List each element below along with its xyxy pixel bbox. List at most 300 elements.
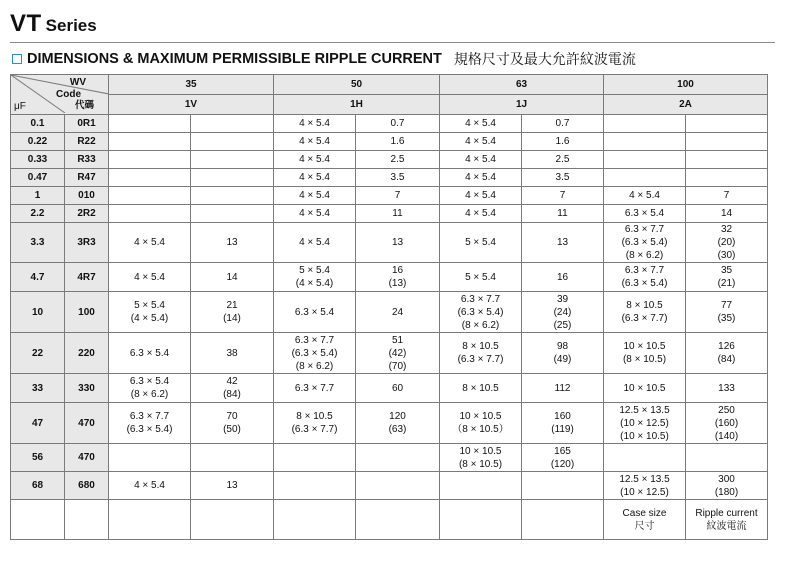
ripple-current-value: 3.5	[390, 172, 405, 183]
case-size-value: 6.3 × 7.7	[129, 411, 170, 422]
section-heading	[12, 49, 636, 69]
ripple-current-cell	[686, 151, 768, 169]
ripple-current-cell	[522, 223, 604, 263]
table-row	[11, 472, 768, 500]
case-size-value: (8 × 6.2)	[130, 389, 169, 400]
capacitance-cell: 56	[11, 444, 65, 472]
capacitance-cell: 68	[11, 472, 65, 500]
ripple-current-value: 112	[554, 382, 571, 394]
ripple-current-cell	[522, 444, 604, 472]
legend-case-size-en: Case size	[622, 507, 667, 519]
case-size-value: 4 × 5.4	[134, 480, 165, 491]
table-row	[11, 374, 768, 403]
capacitance-code-cell: 220	[65, 333, 109, 374]
case-size-value: 4 × 5.4	[134, 271, 165, 283]
ripple-current-cell	[522, 115, 604, 133]
case-size-value: 4 × 5.4	[299, 136, 330, 147]
ripple-current-cell	[191, 223, 274, 263]
ripple-current-cell	[522, 187, 604, 205]
ripple-current-cell	[191, 292, 274, 333]
table-row	[11, 151, 768, 169]
ripple-current-cell	[522, 333, 604, 374]
legend-empty-cell	[356, 500, 440, 540]
case-size-cell	[109, 115, 191, 133]
case-size-cell	[440, 169, 522, 187]
case-size-cell	[274, 187, 356, 205]
case-size-value: 4 × 5.4	[299, 172, 330, 183]
case-size-cell	[109, 444, 191, 472]
ripple-current-cell	[686, 169, 768, 187]
case-size-cell	[440, 472, 522, 500]
table-corner-header	[11, 75, 109, 115]
legend-empty-cell	[440, 500, 522, 540]
ripple-current-value: (50)	[223, 424, 241, 435]
ripple-current-value: 60	[391, 382, 404, 394]
case-size-value: (6.3 × 7.7)	[457, 354, 504, 365]
ripple-current-cell	[686, 403, 768, 444]
ripple-current-value: 3.5	[555, 172, 570, 183]
capacitance-code-cell: 0R1	[65, 115, 109, 133]
table-row	[11, 187, 768, 205]
case-size-cell	[274, 205, 356, 223]
voltage-code-1h: 1H	[274, 95, 440, 115]
legend-ripple-current-zh: 紋波電流	[706, 520, 747, 532]
case-size-value: 6.3 × 5.4	[129, 347, 170, 359]
ripple-current-value: 11	[392, 208, 403, 219]
case-size-value: (8 × 6.2)	[461, 319, 500, 331]
case-size-value: 4 × 5.4	[465, 154, 496, 165]
case-size-cell	[440, 187, 522, 205]
ripple-current-cell	[686, 444, 768, 472]
ripple-current-cell	[191, 133, 274, 151]
case-size-cell	[604, 151, 686, 169]
ripple-current-cell	[686, 333, 768, 374]
case-size-cell	[274, 115, 356, 133]
ripple-current-cell	[356, 223, 440, 263]
ripple-current-value: 13	[226, 480, 238, 491]
case-size-value: (6.3 × 5.4)	[457, 306, 504, 318]
ripple-current-cell	[686, 472, 768, 500]
case-size-value: 10 × 10.5	[459, 411, 502, 422]
ripple-current-value: 14	[720, 208, 733, 219]
table-row	[11, 115, 768, 133]
capacitance-code-cell: 680	[65, 472, 109, 500]
case-size-value: 8 × 10.5	[462, 382, 499, 394]
ripple-current-value: 98	[556, 341, 569, 352]
series-name: VT	[10, 10, 42, 37]
table-row	[11, 133, 768, 151]
case-size-cell	[109, 133, 191, 151]
ripple-current-value: 77	[720, 300, 733, 311]
case-size-value: (10 × 12.5)	[620, 486, 669, 498]
ripple-current-value: 70	[226, 411, 238, 422]
ripple-current-value: 0.7	[555, 118, 570, 129]
case-size-value: （8 × 10.5）	[452, 424, 509, 435]
ripple-current-cell	[191, 472, 274, 500]
ripple-current-value: (21)	[717, 278, 736, 289]
case-size-value: 12.5 × 13.5	[619, 404, 670, 416]
ripple-current-cell	[686, 292, 768, 333]
ripple-current-value: 0.7	[390, 118, 405, 129]
capacitance-cell: 22	[11, 333, 65, 374]
ripple-current-cell	[356, 115, 440, 133]
ripple-current-value: 39	[556, 293, 569, 305]
case-size-cell	[440, 444, 522, 472]
case-size-value: 6.3 × 7.7	[624, 265, 665, 276]
case-size-value: 4 × 5.4	[299, 154, 330, 165]
ripple-current-value: 24	[391, 306, 404, 318]
ripple-current-value: 42	[226, 376, 238, 387]
case-size-cell	[440, 115, 522, 133]
case-size-cell	[274, 403, 356, 444]
case-size-cell	[604, 292, 686, 333]
table-row	[11, 223, 768, 263]
capacitance-code-cell: R47	[65, 169, 109, 187]
square-bullet-icon	[12, 54, 22, 64]
ripple-current-value: 120	[389, 411, 406, 422]
legend-empty-cell	[522, 500, 604, 540]
case-size-value: 4 × 5.4	[465, 208, 496, 219]
table-row	[11, 263, 768, 292]
case-size-cell	[604, 205, 686, 223]
ripple-current-value: 2.5	[555, 154, 570, 165]
ripple-current-cell	[522, 133, 604, 151]
ripple-current-value: (84)	[717, 354, 736, 365]
voltage-code-2a: 2A	[604, 95, 768, 115]
case-size-cell	[274, 169, 356, 187]
ripple-current-value: (119)	[551, 424, 574, 435]
legend-ripple-current-en: Ripple current	[695, 507, 758, 519]
case-size-value: 8 × 10.5	[296, 411, 333, 422]
ripple-current-value: 165	[554, 445, 571, 457]
ripple-current-value: 51	[391, 334, 404, 346]
case-size-value: 4 × 5.4	[134, 237, 165, 248]
ripple-current-value: (84)	[223, 389, 241, 400]
case-size-cell	[440, 223, 522, 263]
capacitance-cell: 33	[11, 374, 65, 403]
case-size-value: (6.3 × 5.4)	[291, 347, 338, 359]
case-size-value: 5 × 5.4	[465, 271, 496, 283]
ripple-current-value: (13)	[388, 278, 407, 289]
case-size-value: 4 × 5.4	[465, 118, 496, 129]
ripple-current-value: 14	[226, 271, 238, 283]
capacitance-code-cell: 330	[65, 374, 109, 403]
capacitance-code-cell: 4R7	[65, 263, 109, 292]
table-row	[11, 333, 768, 374]
case-size-value: (10 × 12.5)	[620, 417, 669, 429]
spec-table	[10, 74, 768, 540]
section-heading-en: DIMENSIONS & MAXIMUM PERMISSIBLE RIPPLE CURRENT	[27, 51, 442, 67]
wv-label: WV	[69, 77, 86, 88]
case-size-value: 4 × 5.4	[465, 190, 496, 201]
case-size-cell	[604, 169, 686, 187]
ripple-current-cell	[356, 292, 440, 333]
ripple-current-value: (14)	[223, 313, 241, 324]
ripple-current-value: 13	[226, 237, 238, 248]
case-size-value: 10 × 10.5	[623, 341, 666, 352]
case-size-cell	[604, 187, 686, 205]
case-size-cell	[440, 263, 522, 292]
case-size-value: 6.3 × 7.7	[294, 334, 335, 346]
capacitance-cell: 0.33	[11, 151, 65, 169]
code-label: Code	[56, 89, 81, 100]
capacitance-cell: 4.7	[11, 263, 65, 292]
case-size-value: 5 × 5.4	[134, 300, 165, 311]
legend-empty-cell	[109, 500, 191, 540]
series-suffix: Series	[45, 16, 97, 35]
section-heading-zh: 規格尺寸及最大允許紋波電流	[453, 52, 636, 68]
ripple-current-cell	[191, 115, 274, 133]
ripple-current-cell	[686, 374, 768, 403]
legend-case-size	[604, 500, 686, 540]
case-size-cell	[109, 169, 191, 187]
case-size-cell	[274, 292, 356, 333]
capacitance-cell: 1	[11, 187, 65, 205]
ripple-current-cell	[686, 115, 768, 133]
case-size-cell	[109, 223, 191, 263]
ripple-current-value: (160)	[714, 417, 739, 429]
capacitance-cell: 2.2	[11, 205, 65, 223]
case-size-cell	[440, 133, 522, 151]
voltage-header-100: 100	[604, 75, 768, 95]
ripple-current-cell	[686, 133, 768, 151]
case-size-cell	[440, 151, 522, 169]
ripple-current-value: 21	[226, 300, 238, 311]
case-size-value: 6.3 × 7.7	[294, 382, 335, 394]
case-size-cell	[109, 333, 191, 374]
case-size-value: (6.3 × 5.4)	[126, 424, 173, 435]
ripple-current-value: 13	[556, 237, 569, 248]
ripple-current-value: 250	[718, 404, 735, 416]
voltage-code-1j: 1J	[440, 95, 604, 115]
ripple-current-cell	[356, 133, 440, 151]
capacitance-code-cell: 470	[65, 403, 109, 444]
case-size-value: 6.3 × 5.4	[294, 306, 335, 318]
ripple-current-value: 126	[718, 341, 735, 352]
legend-empty-cell	[65, 500, 109, 540]
ripple-current-value: (25)	[553, 319, 572, 331]
ripple-current-cell	[356, 169, 440, 187]
ripple-current-value: 32	[720, 224, 733, 235]
capacitance-code-cell: 100	[65, 292, 109, 333]
legend-empty-cell	[274, 500, 356, 540]
case-size-value: 4 × 5.4	[299, 208, 330, 219]
case-size-cell	[604, 374, 686, 403]
ripple-current-cell	[356, 472, 440, 500]
case-size-value: (6.3 × 7.7)	[621, 313, 668, 324]
ripple-current-cell	[356, 205, 440, 223]
table-row	[11, 205, 768, 223]
ripple-current-value: 1.6	[555, 136, 570, 147]
case-size-value: (8 × 10.5)	[622, 354, 667, 365]
case-size-value: (6.3 × 5.4)	[621, 237, 668, 248]
case-size-value: 10 × 10.5	[623, 382, 666, 394]
ripple-current-cell	[522, 151, 604, 169]
code-header-row	[11, 95, 768, 115]
ripple-current-value: (180)	[714, 486, 739, 498]
case-size-value: 6.3 × 5.4	[129, 376, 170, 387]
capacitance-cell: 3.3	[11, 223, 65, 263]
voltage-code-1v: 1V	[109, 95, 274, 115]
table-row	[11, 403, 768, 444]
capacitance-cell: 10	[11, 292, 65, 333]
ripple-current-cell	[522, 205, 604, 223]
case-size-cell	[274, 151, 356, 169]
case-size-cell	[440, 292, 522, 333]
case-size-cell	[604, 403, 686, 444]
case-size-value: 6.3 × 7.7	[460, 293, 501, 305]
case-size-cell	[274, 223, 356, 263]
ripple-current-cell	[356, 263, 440, 292]
ripple-current-value: 16	[391, 265, 404, 276]
ripple-current-value: 13	[391, 237, 404, 248]
title-divider	[10, 42, 775, 43]
case-size-value: 5 × 5.4	[465, 237, 496, 248]
ripple-current-cell	[522, 292, 604, 333]
ripple-current-value: 160	[554, 411, 571, 422]
ripple-current-cell	[686, 263, 768, 292]
case-size-cell	[604, 444, 686, 472]
ripple-current-cell	[686, 223, 768, 263]
code-label-zh: 代碼	[74, 100, 94, 111]
case-size-value: 10 × 10.5	[459, 445, 502, 457]
ripple-current-cell	[356, 333, 440, 374]
voltage-header-row	[11, 75, 768, 95]
case-size-cell	[440, 205, 522, 223]
ripple-current-cell	[191, 403, 274, 444]
ripple-current-value: 7	[559, 190, 566, 201]
case-size-cell	[109, 263, 191, 292]
ripple-current-cell	[191, 333, 274, 374]
case-size-cell	[109, 292, 191, 333]
case-size-cell	[604, 115, 686, 133]
ripple-current-cell	[686, 205, 768, 223]
case-size-value: (8 × 6.2)	[295, 360, 334, 372]
ripple-current-value: (42)	[388, 347, 407, 359]
ripple-current-value: (49)	[553, 354, 572, 365]
table-row	[11, 292, 768, 333]
case-size-cell	[109, 187, 191, 205]
ripple-current-value: 2.5	[390, 154, 405, 165]
legend-empty-cell	[11, 500, 65, 540]
case-size-cell	[604, 333, 686, 374]
case-size-cell	[604, 263, 686, 292]
case-size-value: 8 × 10.5	[626, 300, 663, 311]
case-size-value: (6.3 × 5.4)	[621, 278, 668, 289]
ripple-current-cell	[356, 444, 440, 472]
case-size-cell	[274, 444, 356, 472]
voltage-header-50: 50	[274, 75, 440, 95]
capacitance-code-cell: 3R3	[65, 223, 109, 263]
case-size-value: 4 × 5.4	[629, 190, 660, 201]
ripple-current-cell	[191, 374, 274, 403]
case-size-value: 4 × 5.4	[299, 237, 330, 248]
ripple-current-value: 1.6	[390, 136, 405, 147]
ripple-current-value: 16	[556, 271, 569, 283]
legend-row	[11, 500, 768, 540]
ripple-current-cell	[356, 403, 440, 444]
case-size-value: 4 × 5.4	[465, 172, 496, 183]
capacitance-cell: 47	[11, 403, 65, 444]
ripple-current-cell	[522, 403, 604, 444]
ripple-current-value: 133	[718, 382, 735, 394]
ripple-current-cell	[522, 263, 604, 292]
case-size-cell	[109, 472, 191, 500]
case-size-cell	[109, 151, 191, 169]
case-size-cell	[274, 133, 356, 151]
case-size-cell	[604, 133, 686, 151]
uf-label: μF	[14, 101, 26, 112]
case-size-cell	[274, 374, 356, 403]
case-size-value: 4 × 5.4	[465, 136, 496, 147]
case-size-cell	[274, 263, 356, 292]
case-size-cell	[109, 205, 191, 223]
ripple-current-cell	[522, 169, 604, 187]
case-size-cell	[440, 374, 522, 403]
case-size-cell	[109, 403, 191, 444]
voltage-header-35: 35	[109, 75, 274, 95]
ripple-current-cell	[191, 205, 274, 223]
ripple-current-cell	[356, 374, 440, 403]
table-row	[11, 444, 768, 472]
capacitance-cell: 0.22	[11, 133, 65, 151]
ripple-current-value: (35)	[717, 313, 736, 324]
case-size-cell	[604, 472, 686, 500]
ripple-current-value: (20)	[717, 237, 736, 248]
ripple-current-cell	[356, 151, 440, 169]
case-size-value: 5 × 5.4	[299, 265, 330, 276]
capacitance-code-cell: R22	[65, 133, 109, 151]
ripple-current-value: 11	[557, 208, 568, 219]
case-size-value: (4 × 5.4)	[295, 278, 334, 289]
ripple-current-value: (140)	[714, 430, 739, 442]
ripple-current-cell	[191, 444, 274, 472]
legend-ripple-current	[686, 500, 768, 540]
capacitance-code-cell: 2R2	[65, 205, 109, 223]
legend-empty-cell	[191, 500, 274, 540]
ripple-current-value: (70)	[388, 360, 407, 372]
ripple-current-cell	[191, 169, 274, 187]
case-size-cell	[440, 333, 522, 374]
capacitance-cell: 0.1	[11, 115, 65, 133]
voltage-header-63: 63	[440, 75, 604, 95]
ripple-current-value: 38	[226, 347, 238, 359]
capacitance-code-cell: 010	[65, 187, 109, 205]
ripple-current-value: 35	[720, 265, 733, 276]
capacitance-code-cell: 470	[65, 444, 109, 472]
case-size-value: 12.5 × 13.5	[619, 473, 670, 485]
case-size-value: (6.3 × 7.7)	[291, 424, 338, 435]
case-size-value: 4 × 5.4	[299, 190, 330, 201]
capacitance-cell: 0.47	[11, 169, 65, 187]
series-title	[10, 10, 97, 38]
ripple-current-value: 7	[723, 190, 730, 201]
ripple-current-cell	[356, 187, 440, 205]
ripple-current-cell	[522, 374, 604, 403]
ripple-current-value: 300	[718, 473, 735, 485]
ripple-current-value: (24)	[553, 306, 572, 318]
table-row	[11, 169, 768, 187]
ripple-current-cell	[522, 472, 604, 500]
legend-case-size-zh: 尺寸	[634, 520, 655, 532]
case-size-cell	[274, 472, 356, 500]
case-size-cell	[109, 374, 191, 403]
capacitance-code-cell: R33	[65, 151, 109, 169]
ripple-current-cell	[686, 187, 768, 205]
ripple-current-value: (63)	[388, 424, 407, 435]
ripple-current-cell	[191, 187, 274, 205]
case-size-value: 6.3 × 7.7	[624, 224, 665, 235]
